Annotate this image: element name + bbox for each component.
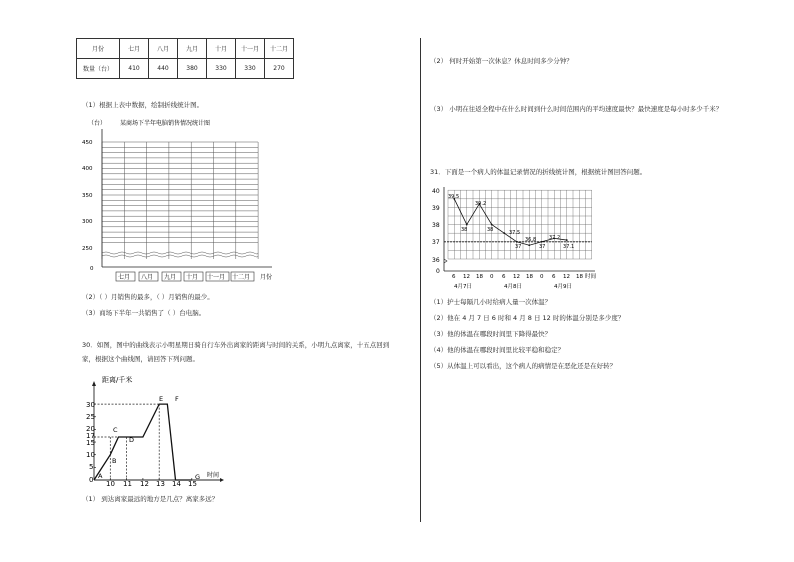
table-cell: 九月 bbox=[178, 39, 207, 59]
sales-grid-chart bbox=[80, 115, 280, 285]
y-tick-label: 37 bbox=[432, 239, 440, 246]
table-cell: 十二月 bbox=[265, 39, 294, 59]
data-label: 37.2 bbox=[549, 235, 561, 241]
table-cell: 月份 bbox=[77, 39, 120, 59]
day-label: 4月9日 bbox=[554, 284, 572, 290]
x-tick-label: 十二月 bbox=[232, 274, 251, 281]
data-label: 37.1 bbox=[563, 244, 575, 250]
data-point bbox=[566, 239, 568, 241]
y-tick-label: 10 bbox=[86, 451, 95, 459]
x-tick-label: 14 bbox=[172, 480, 181, 488]
question-30: 30．如图，图中的曲线表示小明星期日骑自行车外出离家的距离与时间的关系，小明九点离家，十五点回到 bbox=[82, 341, 390, 349]
table-cell: 410 bbox=[120, 59, 149, 79]
axis-break bbox=[102, 252, 258, 254]
temperature-chart bbox=[430, 183, 600, 293]
x-tick-label: 6 bbox=[452, 274, 456, 280]
x-tick-label: 6 bbox=[552, 274, 556, 280]
chart-unit: （台） bbox=[88, 120, 107, 127]
table-row bbox=[77, 59, 294, 79]
x-tick-label: 10 bbox=[106, 480, 115, 488]
axis-break bbox=[444, 259, 447, 263]
x-tick-label: 十月 bbox=[186, 274, 199, 281]
y-tick-label: 38 bbox=[432, 222, 440, 229]
table-cell: 380 bbox=[178, 59, 207, 79]
x-tick-label: 12 bbox=[513, 274, 520, 280]
data-label: 39.2 bbox=[475, 201, 487, 207]
y-tick-label: 350 bbox=[82, 193, 93, 199]
y-tick-label: 40 bbox=[432, 188, 440, 195]
y-axis-arrow bbox=[92, 381, 96, 386]
point-label-b: B bbox=[112, 457, 117, 465]
x-axis-arrow bbox=[220, 478, 224, 482]
x-tick-label: 八月 bbox=[141, 274, 154, 281]
temp-question-3: （3）他的体温在哪段时间里下降得最快？ bbox=[430, 330, 552, 338]
question-30-2: （2） 何时开始第一次休息？休息时间多少分钟？ bbox=[430, 57, 573, 65]
distance-line bbox=[94, 404, 192, 480]
day-label: 4月7日 bbox=[454, 284, 472, 290]
x-tick-label: 七月 bbox=[118, 274, 131, 281]
data-label: 38 bbox=[487, 227, 494, 233]
data-label: 37.5 bbox=[509, 230, 521, 236]
y-tick-label: 25 bbox=[86, 413, 95, 421]
question-1: （1）根据上表中数据，绘制折线统计图。 bbox=[82, 101, 204, 109]
point-label-d: D bbox=[129, 436, 135, 444]
chart-title: 某商场下半年电脑销售情况统计图 bbox=[120, 120, 211, 127]
x-tick-label: 0 bbox=[490, 274, 494, 280]
point-label-g: G bbox=[195, 473, 201, 481]
y-tick-label: 17 bbox=[86, 432, 95, 440]
x-axis-unit: 时间 bbox=[585, 274, 597, 280]
y-tick-label: 15 bbox=[86, 439, 95, 447]
x-tick-label: 15 bbox=[188, 480, 197, 488]
x-axis-unit: 月份 bbox=[260, 274, 273, 281]
table-cell: 330 bbox=[207, 59, 236, 79]
temp-question-5: （5）从体温上可以看出，这个病人的病情是在恶化还是在好转？ bbox=[430, 362, 617, 370]
x-tick-label: 11 bbox=[123, 480, 132, 488]
distance-time-chart bbox=[80, 368, 230, 490]
question-31: 31．下面是一个病人的体温记录情况的折线统计图，根据统计图回答问题。 bbox=[430, 168, 647, 176]
table-header-row bbox=[77, 39, 294, 59]
y-tick-label: 0 bbox=[90, 266, 94, 272]
table-cell: 440 bbox=[149, 59, 178, 79]
column-divider bbox=[420, 38, 421, 522]
x-tick-label: 12 bbox=[563, 274, 570, 280]
y-tick-label: 450 bbox=[82, 140, 93, 146]
table-cell: 十一月 bbox=[236, 39, 265, 59]
table-cell: 330 bbox=[236, 59, 265, 79]
x-tick-label: 6 bbox=[502, 274, 506, 280]
temp-question-1: （1）护士每隔几小时给病人量一次体温？ bbox=[430, 298, 552, 306]
y-tick-label: 0 bbox=[436, 268, 440, 275]
x-tick-label: 12 bbox=[463, 274, 470, 280]
sales-table bbox=[76, 38, 294, 79]
data-label: 37 bbox=[539, 244, 546, 250]
x-tick-label: 九月 bbox=[164, 274, 177, 281]
chart-grid bbox=[102, 129, 272, 267]
y-tick-label: 400 bbox=[82, 166, 93, 172]
x-category-labels bbox=[116, 272, 254, 281]
data-point bbox=[466, 224, 468, 226]
data-point bbox=[491, 224, 493, 226]
question-3: （3）商场下半年一共销售了（ ）台电脑。 bbox=[82, 309, 206, 317]
x-tick-label: 18 bbox=[576, 274, 583, 280]
x-tick-label: 0 bbox=[540, 274, 544, 280]
distance-plot bbox=[92, 381, 224, 482]
y-tick-label: 5 bbox=[89, 463, 94, 471]
table-cell: 七月 bbox=[120, 39, 149, 59]
question-30-3: （3） 小明在往返全程中在什么时间到什么时间范围内的平均速度最快？最快速度是每小时多少千米？ bbox=[430, 105, 723, 113]
table-cell: 数量（台） bbox=[77, 59, 120, 79]
temp-question-4: （4）他的体温在哪段时间里比较平稳和稳定？ bbox=[430, 346, 565, 354]
table-cell: 270 bbox=[265, 59, 294, 79]
x-tick-label: 十一月 bbox=[207, 274, 226, 281]
y-tick-label: 36 bbox=[432, 257, 440, 264]
y-axis-label: 距离/千米 bbox=[102, 376, 133, 384]
x-tick-label: 18 bbox=[526, 274, 533, 280]
x-axis-unit: 时间 bbox=[207, 472, 220, 479]
x-tick-label: 13 bbox=[156, 480, 165, 488]
table-cell: 八月 bbox=[149, 39, 178, 59]
data-point bbox=[528, 244, 530, 246]
x-tick-label: 18 bbox=[476, 274, 483, 280]
point-label-a: A bbox=[98, 472, 103, 480]
question-2: （2）（ ）月销售的最多，（ ）月销售的最少。 bbox=[82, 293, 214, 301]
x-tick-labels bbox=[452, 274, 583, 280]
data-point bbox=[516, 241, 518, 243]
point-label-e: E bbox=[159, 395, 164, 403]
y-tick-label: 20 bbox=[86, 425, 95, 433]
point-label-c: C bbox=[113, 426, 118, 434]
data-label: 37 bbox=[515, 244, 522, 250]
question-30-1: （1） 到达离家最远的地方是几点？离家多远？ bbox=[82, 495, 219, 503]
data-point bbox=[541, 241, 543, 243]
point-label-f: F bbox=[175, 395, 179, 403]
data-point bbox=[503, 232, 505, 234]
y-tick-label: 0 bbox=[89, 476, 94, 484]
day-label: 4月8日 bbox=[504, 284, 522, 290]
y-tick-label: 300 bbox=[82, 219, 93, 225]
data-label: 39.5 bbox=[448, 194, 460, 200]
question-30-cont: 家，根据这个曲线图，请回答下列问题。 bbox=[82, 355, 199, 363]
y-tick-label: 39 bbox=[432, 205, 440, 212]
data-label: 36.8 bbox=[525, 237, 537, 243]
y-tick-label: 250 bbox=[82, 246, 93, 252]
x-tick-label: 12 bbox=[140, 480, 149, 488]
axis-break bbox=[102, 255, 258, 257]
y-tick-label: 30 bbox=[86, 401, 95, 409]
temp-question-2: （2）他在 4 月 7 日 6 时和 4 月 8 日 12 时的体温分别是多少度？ bbox=[430, 314, 625, 322]
table-cell: 十月 bbox=[207, 39, 236, 59]
data-label: 38 bbox=[461, 227, 468, 233]
